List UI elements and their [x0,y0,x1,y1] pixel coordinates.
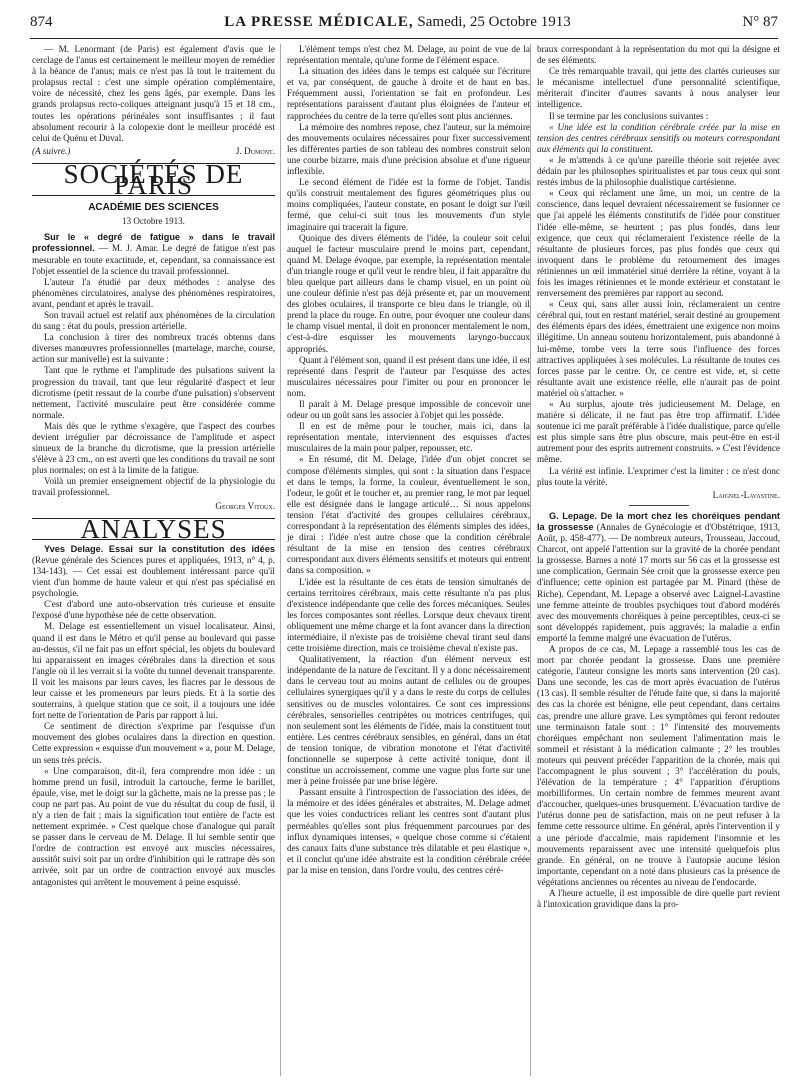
issue-number: N° 87 [742,14,778,30]
paragraph: La mémoire des nombres repose, chez l'auteur, sur la mémoire des mouvements oculaires nécessaires pour fixer successivement les différentes parties de son tableau des nombres construit selon une courbe bizarre, mais d'une précision absolue et d'une rigueur inflexible. [287,121,530,177]
article-title: Yves Delage. Essai sur la constitution des idées [44,543,275,554]
paragraph: Il en est de même pour le toucher, mais ici, dans la représentation mentale, interviennent des esquisses d'actes musculaires de la main pour palper, repousser, etc. [287,421,530,454]
paragraph: Le second élément de l'idée est la forme de l'objet. Tandis qu'ils construit mentalement des figures géométriques plus ou moins compliquées, l'auteur constate, en posant le doigt sur l'œil fermé, que celui-ci suit tous les mouvements d'un style imaginaire qui tracerait la figure. [287,177,530,232]
paragraph: A propos de ce cas, M. Lepage a rassemblé tous les cas de mort par chorée pendant la grossesse. Dans une première catégorie, l'auteur consigne les morts sans intervention (20 cas). Dans une seconde, les cas de mort après évacuation de l'utérus (13 cas). Il semble résulter de l'étude faite que, si dans la majorité des cas la chorée est bénigne, elle peut cependant, dans certains cas, prendre une allure grave. Les symptômes qui feront redouter une terminaison fatale sont : 1° l'intensité des mouvements choréiques empêchant non seulement l'alimentation mais le sommeil et résistant à la médication calmante ; 2° les troubles moteurs qui peuvent précéder l'apparition de la chorée, mais qui l'accompagnent le plus souvent ; 3° l'accélération du pouls, l'élévation de la température ; 4° l'apparition d'éruptions morbilliformes. Un certain nombre de femmes meurent avant d'accoucher, quelques-unes brusquement. L'évacuation tardive de l'utérus donne peu de satisfaction, mais on ne peut refuser à la femme cette ressource ultime. En général, après l'intervention il y a une période d'accalmie, mais rapidement l'insomnie et les mouvements reparaissent avec une intensité quelquefois plus grande. En général, on ne trouve à l'autopsie aucune lésion importante, cependant on a noté dans plusieurs cas la présence de végétations anciennes ou récentes au niveau de l'endocarde. [537,643,780,887]
author-signature: J. Dumont. [235,145,275,156]
section-heading: ANALYSES [32,518,275,540]
paragraph: Passant ensuite à l'introspection de l'association des idées, de la mémoire et des idées générales et abstraites, M. Delage admet que les voies conductrices reliant les centres sont d'autant plus perméables qu'elles sont plus fréquemment parcourues par des influx dynamiques intenses, « quelque chose comme si c'étaient des canaux faits d'une substance très dilatable et peu élastique », et il conclut qu'une idée abstraite est la condition cérébrale créée par la mise en tension, dans l'ordre voulu, des centres céré- [287,787,530,875]
paragraph: Mais dès que le rythme s'exagère, que l'aspect des courbes devient irrégulier par décroissance de l'amplitude et aspect sinueux de la branche du dicrotisme, que la pression artérielle s'élève à 23 cm., on est averti que les conditions du travail ne sont plus normales; on est à la limite de la fatigue. [32,420,275,476]
paragraph: « Une comparaison, dit-il, fera comprendre mon idée : un homme prend un fusil, introduit la cartouche, ferme le barillet, épaule, vise, met le doigt sur la gâchette, mais ne la presse pas ; le coup ne part pas. Au point de vue du résultat du coup de fusil, il n'y a rien de fait ; mais la signification tout entière de l'acte est nettement exprimée. » C'est quelque chose d'analogue qui paraît se passer dans le cerveau de M. Delage. Il lui semble sentir que l'ordre de contraction est envoyé aux muscles nécessaires, aussitôt suivi soit par un ordre d'inhibition qui le rattrape dès son arrivée, soit par un ordre de contraction envoyé aux muscles antagonistes qui arrêtent le mouvement à peine esquissé. [32,765,275,887]
page-number: 874 [30,14,53,30]
paragraph: « Au surplus, ajoute très judicieusement M. Delage, en matière si délicate, il ne faut pas être trop affirmatif. L'idée soutenue ici me paraît préférable à l'idée dualistique, parce qu'elle est plus simple sans être plus obscure, mais peut-être en est-il autrement pour des esprits autrement construits. » C'est l'évidence même. [537,399,780,465]
column-2 [287,44,530,1074]
paragraph: L'auteur l'a étudié par deux méthodes : analyse des phénomènes circulatoires, analyse des phénomènes respiratoires, avant, pendant et après le travail. [32,276,275,309]
paragraph: Ce très remarquable travail, qui jette des clartés curieuses sur le mécanisme intellectuel d'une personnalité scientifique, mériterait d'inciter d'autres savants à nous analyser leur intelligence. [537,66,780,110]
signature-row [32,146,275,157]
paragraph: Qualitativement, la réaction d'un élément nerveux est indépendante de la nature de l'excitant. Il y a donc nécessairement dans le cerveau tout au moins autant de cellules ou de groupes cellulaires synergiques qu'il y a dans le reste du corps de cellules sensitives ou de muscles volontaires. Ce sont ces impressions cérébrales, sensorielles centripètes ou motrices centrifuges, qui non seulement sont les éléments de l'idée, mais la constituent tout entière. Les centres cérébraux sensibles, en général, dans un état de tension tonique, de vibration monotone et l'état d'activité fonctionnelle se superpose à cette activité tonique, dont il constitue un accroissement, comme une vague plus forte sur une mer à peine froissée par une brise légère. [287,654,530,787]
author-signature: Georges Vitoux. [215,500,275,511]
paragraph: — M. Lenormant (de Paris) est également d'avis que le cerclage de l'anus est certainement le meilleur moyen de remédier à la béance de l'anus; mais ce n'est pas là tout le traitement du prolapsus rectal : c'est une simple opération complémentaire, voire de nécessité, chez les gens âgés, par exemple. Dans les grands prolapsus recto-coliques atteignant jusqu'à 15 et 18 cm., toutes les opérations périnéales sont insuffisantes ; il faut absolument recourir à la colopexie dont le meilleur procédé est celui de Quénu et Duval. [32,44,275,143]
journal-title: LA PRESSE MÉDICALE, [224,14,414,30]
column-3 [537,44,780,1074]
paragraph: — M. J. Amar. Le degré de fatigue n'est pas mesurable en toute exactitude, et, cependant, sa connaissance est l'objet essentiel de la science du travail professionnel. [32,243,275,276]
paragraph: L'idée est la résultante de ces états de tension simultanés de certains territoires cérébraux, mais cette résultante n'a pas plus d'existence indépendante que celle des forces mécaniques. Seules les forces composantes sont réelles. Lorsque deux chevaux tirent obliquement une même charge et la font avancer dans la direction intermédiaire, il n'existe pas de troisième cheval tirant seul dans cette troisième direction, mais ce troisième cheval n'existe pas. [287,576,530,654]
subsection-heading: ACADÉMIE DES SCIENCES [88,202,219,214]
paragraph: A l'heure actuelle, il est impossible de dire quelle part revient à l'intoxication gravidique dans la pro- [537,888,780,910]
paragraph: Il paraît à M. Delage presque impossible de concevoir une odeur ou un goût sans les associer à l'objet qui les possède. [287,399,530,421]
paragraph: « En résumé, dit M. Delage, l'idée d'un objet concret se compose d'éléments simples, qui sont : la situation dans l'espace et dans le temps, la forme, la couleur, éventuellement le son, l'odeur, le goût et le toucher et, au premier rang, le mot par lequel elle est désignée dans le langage articulé… Si nous appelons tension l'état d'activité des groupes cellulaires cérébraux, correspondant à la représentation des éléments simples des idées, je dirai : l'idée n'est autre chose que la condition cérébrale résultant de la mise en tension des centres cérébraux correspondant aux divers éléments sensitifs et moteurs qui entrent dans sa composition. » [287,454,530,576]
page-header [30,14,778,36]
journal-title-line [224,14,571,31]
paragraph: L'élément temps n'est chez M. Delage, au point de vue de la représentation mentale, qu'une forme de l'élément espace. [287,44,530,66]
paragraph: M. Delage est essentiellement un visuel localisateur. Ainsi, quand il est dans le Métro et qu'il pense au boulevard qui passe au-dessus, s'il ne fait pas un effort spécial, les objets du boulevard lui apparaissent en images cérébrales dans la direction et sous l'angle où il les verrait si la voûte du tunnel devenait transparente. Il voit les maisons par leurs caves, les fiacres par le dessous de leur caisse et les promeneurs par leurs pieds. Et à la sortie des souterrains, à quelque station que ce soit, il a toujours une idée fort nette de l'orientation de Paris par rapport à lui. [32,621,275,721]
paragraph: Ce sentiment de direction s'exprime par l'esquisse d'un mouvement des globes oculaires dans la direction en question. Cette expression « esquisse d'un mouvement » a, pour M. Delage, un sens très précis. [32,721,275,765]
paragraph: Quoique des divers éléments de l'idée, la couleur soit celui auquel le facteur musculaire prend le moins part, cependant, quand M. Delage évoque, par exemple, la représentation mentale d'un triangle rouge et qu'il veut le rendre bleu, il fait apparaître du bleu quelque part ailleurs dans le champ visuel, en un point où une couleur définie n'est pas déjà présente et, par un mouvement des globes oculaires, il transporte ce bleu dans le triangle, où il prend la place du rouge. En outre, pour évoquer une couleur dans le champ visuel mental, il doit en prononcer mentalement le nom, c'est-à-dire esquisser les mouvements laryngo-buccaux appropriés. [287,232,530,354]
section-heading: SOCIÉTÉS DE PARIS [32,163,275,196]
divider [629,505,689,506]
paragraph: « Ceux qui réclament une âme, un moi, un centre de la conscience, dans lequel devraient nécessairement se fusionner ce que j'ai appelé les éléments constitutifs de l'idée pour constituer l'idée elle-même, se heurtent ; pas plus fondés, dans leur exigence, que ceux qui réclameraient l'existence réelle de la résultante de plusieurs forces, pas plus fondés que ceux qui invoquent dans le problème du retournement des images rétiniennes un œil immatériel situé derrière la rétine, voyant à la fois les images rétiniennes et le monde extérieur et constatant le renversement des premières par rapport au second. [537,188,780,299]
paragraph: La conclusion à tirer des nombreux tracés obtenus dans diverses manœuvres professionnelles (martelage, marche, course, action sur manivelle) est la suivante : [32,332,275,365]
article-title: Sur le « degré de fatigue » dans le travail professionnel. [32,232,275,254]
paragraph: Il se termine par les conclusions suivantes : [549,110,709,121]
paragraph: braux correspondant à la représentation du mot qui la désigne et de ses éléments. [537,44,780,66]
column-divider [280,44,281,1076]
header-rule [30,38,778,39]
paragraph: « Ceux qui, sans aller aussi loin, réclameraient un centre cérébral qui, tout en restant matériel, serait destiné au groupement des éléments épars des idées, émettraient une exigence non moins illégitime. Un anneau soutenu horizontalement, puis abandonné à lui-même, tombe vers la terre sous l'influence des forces attractives appliquées à ses molécules. La résultante de toutes ces forces passe par le centre. Or, ce centre est vide, et, si cette résultante avait une existence réelle, elle n'aurait pas de point matériel où s'attacher. » [537,299,780,398]
issue-date: Samedi, 25 Octobre 1913 [417,14,571,30]
paragraph: Tant que le rythme et l'amplitude des pulsations suivent la progression du travail, tant que leur régularité d'aspect et leur dicrotisme (petit ressaut de la courbe d'une pulsation) s'observent nettement, l'activité musculaire peut être considérée comme normale. [32,365,275,420]
paragraph: (Annales de Gynécologie et d'Obstétrique, 1913, Août, p. 458-477). — De nombreux auteurs, Trousseau, Jaccoud, Charcot, ont appelé l'attention sur la gravité de la chorée pendant la grossesse. Barnes a noté 17 morts sur 56 cas et la grossesse est une complication, Germain Sée croit que la grossesse exerce peu d'influence; cette opinion est partagée par M. Pinard (thèse de Riche). Cependant, M. Lepage a observé avec Laignel-Lavastine une femme atteinte de troubles psychiques tout d'abord modérés avec des mouvements choréiques à peine perceptibles, ceux-ci se sont développés rapidement, puis aggravés; la maladie a enfin emporté la femme malgré une évacuation de l'utérus. [537,521,780,643]
column-divider [530,44,531,1076]
paragraph: Voilà un premier enseignement objectif de la physiologie du travail professionnel. [32,476,275,498]
column-1 [32,44,275,1074]
session-date: 13 Octobre 1913. [122,216,185,227]
paragraph: « Une idée est la condition cérébrale créée par la mise en tension des centres cérébraux sensitifs ou moteurs correspondant aux éléments qui la constituent. [537,121,780,154]
to-be-continued: (A suivre.) [32,145,71,156]
paragraph: La vérité est infinie. L'exprimer c'est la limiter : ce n'est donc plus toute la vérité. [537,465,780,487]
paragraph: Son travail actuel est relatif aux phénomènes de la circulation du sang : état du pouls, pression artérielle. [32,309,275,332]
paragraph: La situation des idées dans le temps est calquée sur l'écriture et va, par conséquent, de gauche à droite et de haut en bas. Fréquemment aussi, l'orientation se fait en profondeur. Les représentations paraissent d'autant plus éloignées de l'auteur et rapprochées du centre de la terre qu'elles sont plus anciennes. [287,66,530,121]
paragraph: « Je m'attends à ce qu'une pareille théorie soit rejetée avec dédain par les philosophes spiritualistes et par tous ceux qui sont restés imbus de la philosophie dualistique cartésienne. [537,154,780,188]
paragraph: Quant à l'élément son, quand il est présent dans une idée, il est représenté dans l'esprit de l'auteur par l'esquisse des actes musculaires nécessaires pour l'imiter ou pour en prononcer le nom. [287,354,530,398]
paragraph: C'est d'abord une auto-observation très curieuse et ensuite l'exposé d'une hypothèse née de cette observation. [32,599,275,621]
paragraph: (Revue générale des Sciences pures et appliquées, 1913, n° 4, p. 134-143). — Cet essai est doublement intéressant parce qu'il vient d'un homme de haute valeur et qui n'est pas spécialisé en psychologie. [32,554,275,599]
author-signature: Laignel-Lavastine. [712,489,780,500]
article-title: G. Lepage. De la mort chez les choréiques pendant la grossesse [537,510,780,532]
